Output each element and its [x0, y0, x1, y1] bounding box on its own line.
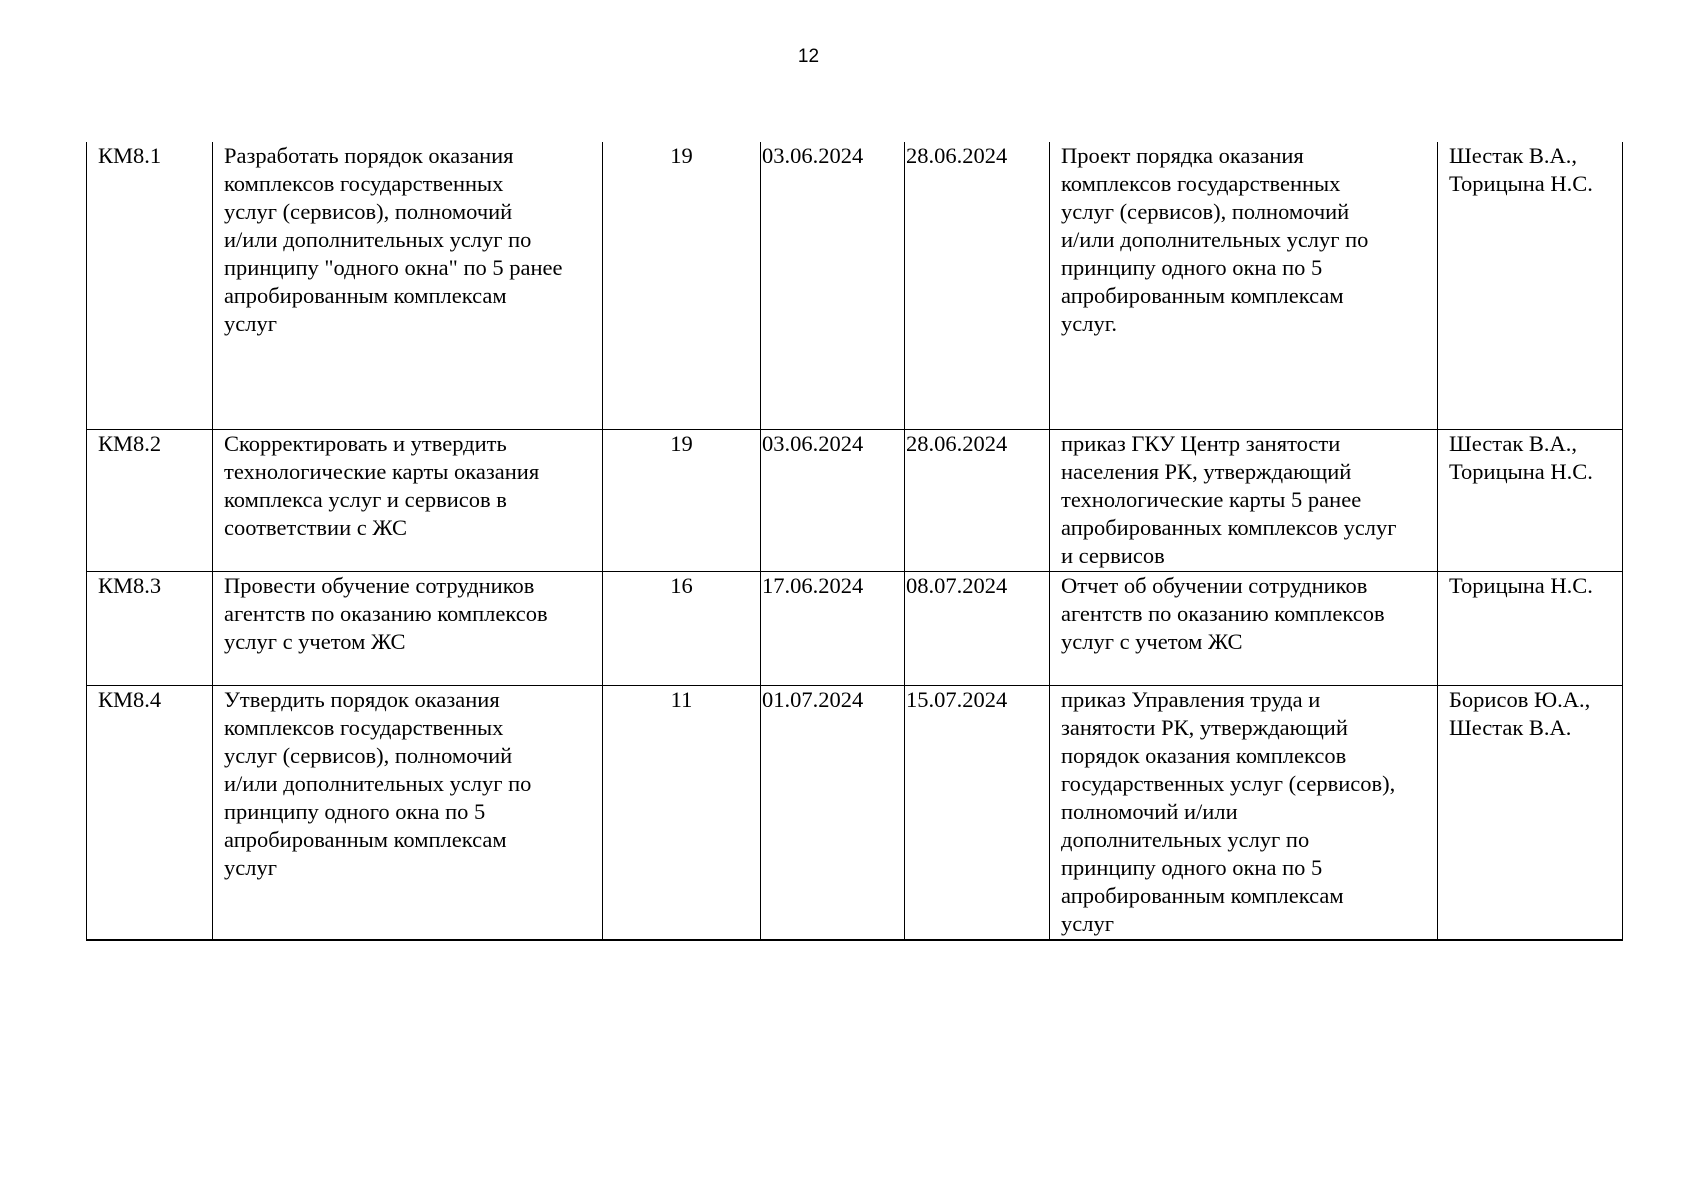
start-date-cell: 17.06.2024 [761, 572, 905, 686]
code-cell: КМ8.2 [87, 430, 213, 572]
result-cell: приказ Управления труда и занятости РК, утверждающий порядок оказания комплексов государственных услуг (сервисов), полномочий и/или дополнительных услуг по принципу одного окна по 5 апробированным комплексам услуг [1050, 686, 1438, 941]
end-date-cell: 28.06.2024 [905, 430, 1050, 572]
result-cell: Отчет об обучении сотрудников агентств по оказанию комплексов услуг с учетом ЖС [1050, 572, 1438, 686]
start-date-cell: 03.06.2024 [761, 430, 905, 572]
code-cell: КМ8.4 [87, 686, 213, 941]
result-cell: Проект порядка оказания комплексов государственных услуг (сервисов), полномочий и/или дополнительных услуг по принципу одного окна по 5 апробированным комплексам услуг. [1050, 142, 1438, 430]
end-date-cell: 28.06.2024 [905, 142, 1050, 430]
plan-table [86, 142, 1623, 941]
responsible-cell: Торицына Н.С. [1438, 572, 1623, 686]
table-row [87, 430, 1623, 572]
start-date-cell: 01.07.2024 [761, 686, 905, 941]
start-date-cell: 03.06.2024 [761, 142, 905, 430]
responsible-cell: Шестак В.А., Торицына Н.С. [1438, 142, 1623, 430]
responsible-cell: Шестак В.А., Торицына Н.С. [1438, 430, 1623, 572]
days-cell: 11 [603, 686, 761, 941]
days-cell: 19 [603, 142, 761, 430]
table-row [87, 686, 1623, 941]
task-cell: Провести обучение сотрудников агентств по оказанию комплексов услуг с учетом ЖС [213, 572, 603, 686]
page-number: 12 [797, 46, 820, 67]
task-cell: Скорректировать и утвердить технологические карты оказания комплекса услуг и сервисов в соответствии с ЖС [213, 430, 603, 572]
end-date-cell: 08.07.2024 [905, 572, 1050, 686]
end-date-cell: 15.07.2024 [905, 686, 1050, 941]
task-cell: Разработать порядок оказания комплексов государственных услуг (сервисов), полномочий и/или дополнительных услуг по принципу "одного окна" по 5 ранее апробированным комплексам услуг [213, 142, 603, 430]
table-row [87, 142, 1623, 430]
responsible-cell: Борисов Ю.А., Шестак В.А. [1438, 686, 1623, 941]
task-cell: Утвердить порядок оказания комплексов государственных услуг (сервисов), полномочий и/или дополнительных услуг по принципу одного окна по 5 апробированным комплексам услуг [213, 686, 603, 941]
days-cell: 16 [603, 572, 761, 686]
code-cell: КМ8.3 [87, 572, 213, 686]
table-row [87, 572, 1623, 686]
code-cell: КМ8.1 [87, 142, 213, 430]
result-cell: приказ ГКУ Центр занятости населения РК, утверждающий технологические карты 5 ранее апробированных комплексов услуг и сервисов [1050, 430, 1438, 572]
days-cell: 19 [603, 430, 761, 572]
